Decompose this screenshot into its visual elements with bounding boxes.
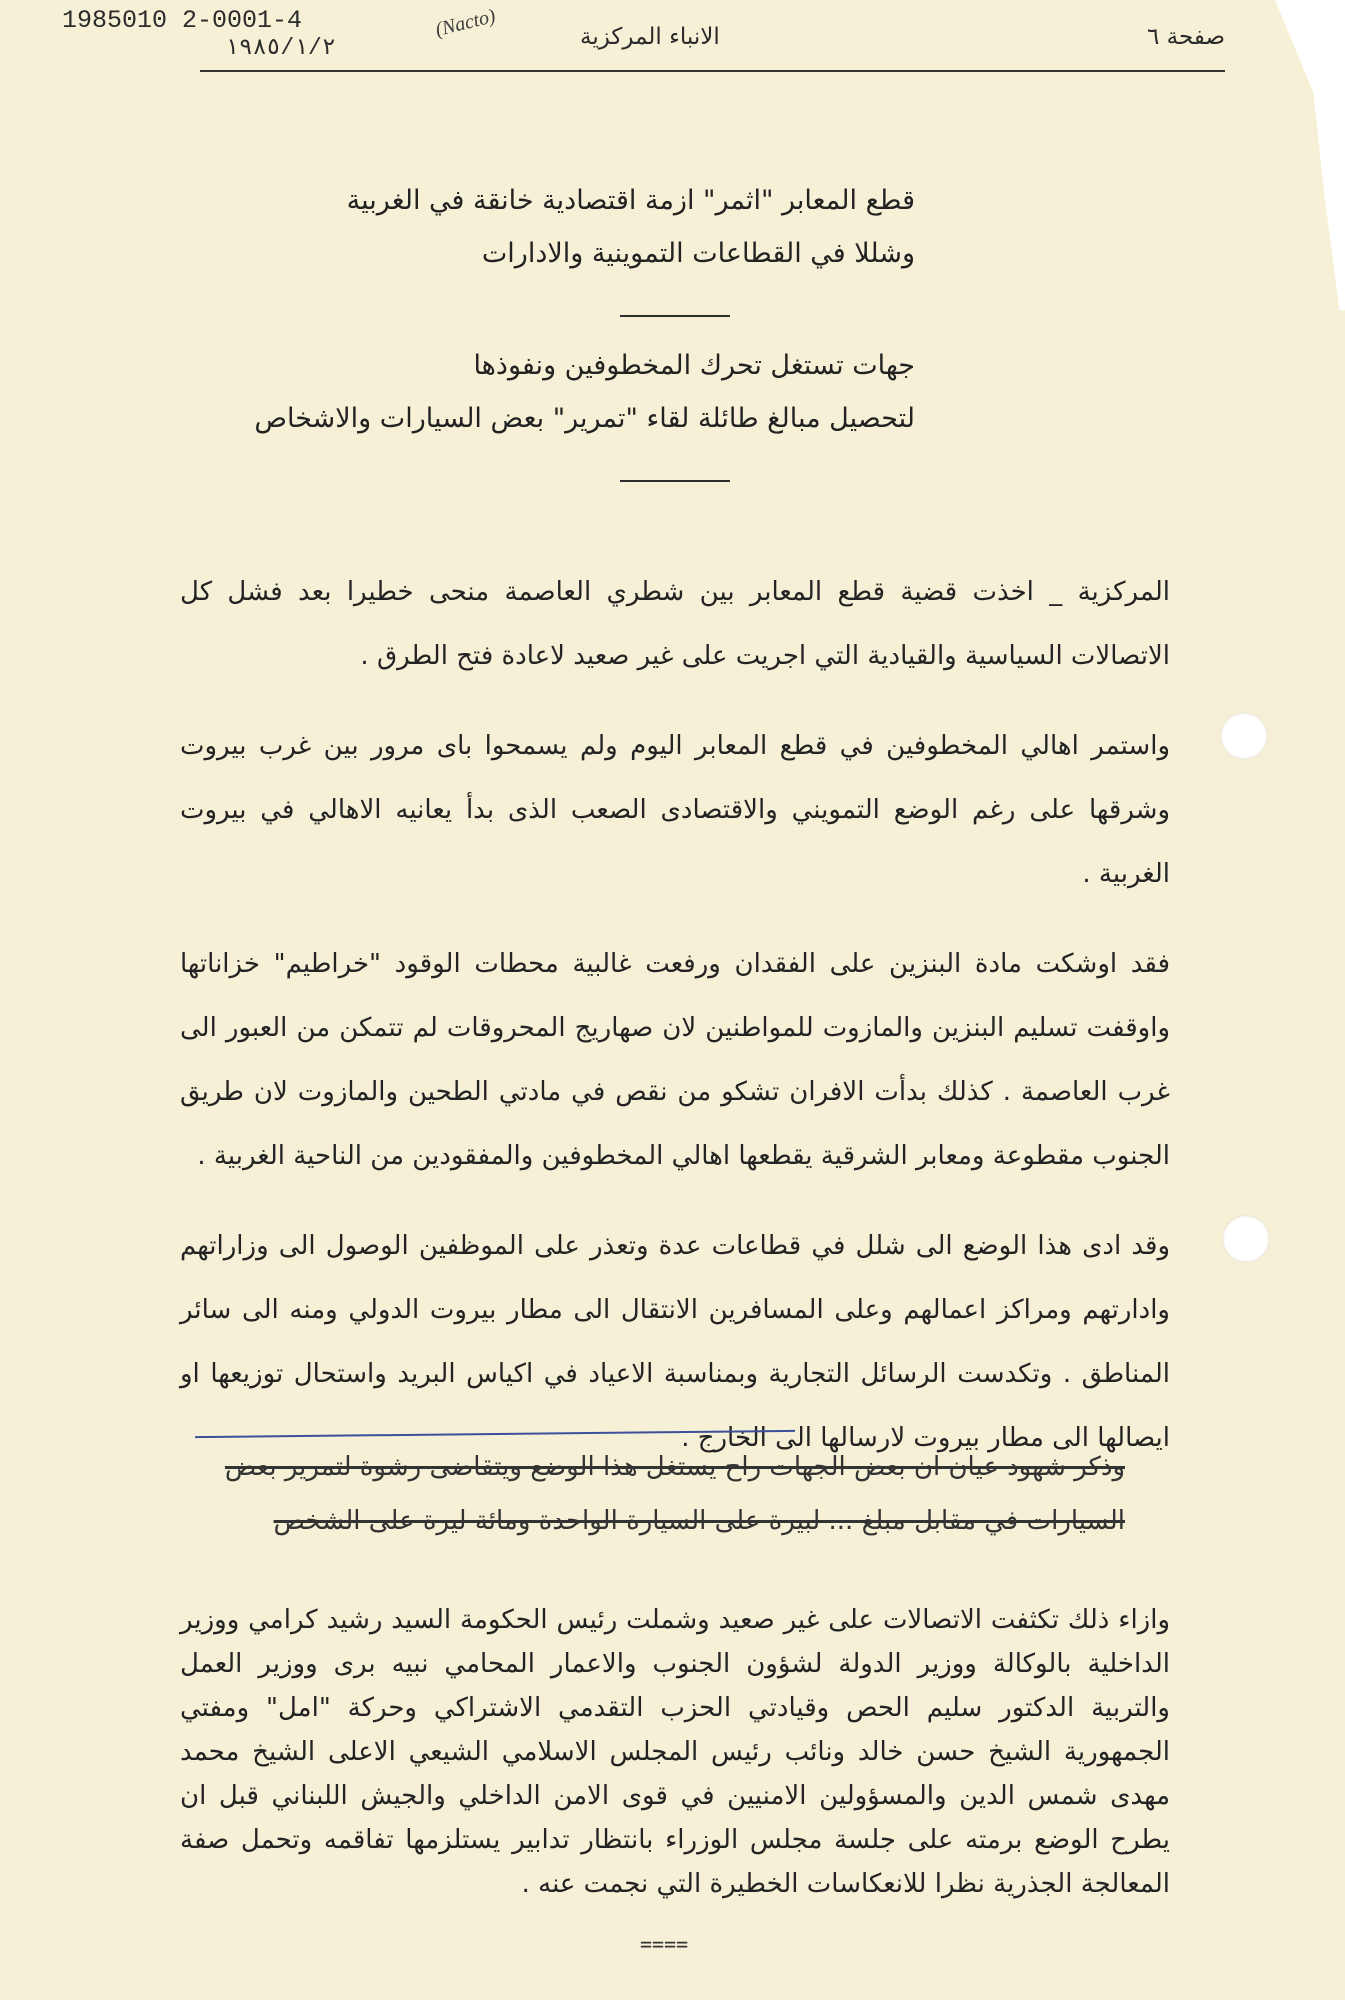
closing-mark: ==== bbox=[640, 1932, 689, 1956]
struck-paragraph bbox=[195, 1440, 1125, 1548]
paragraph-3: فقد اوشكت مادة البنزين على الفقدان ورفعت غالبية محطات الوقود "خراطيم" خزاناتها واوقفت تسليم البنزين والمازوت للمواطنين لان صهاريج المحروقات لم تتمكن من العبور الى غرب العاصمة . كذلك بدأت الافران تشكو من نقص في مادتي الطحين والمازوت لان طريق الجنوب مقطوعة ومعابر الشرقية يقطعها اهالي المخطوفين والمفقودين من الناحية الغربية . bbox=[180, 949, 1170, 1171]
headline-3: جهات تستغل تحرك المخطوفين ونفوذها bbox=[473, 350, 915, 381]
punch-hole-top bbox=[1220, 712, 1268, 760]
paragraph-1: المركزية _ اخذت قضية قطع المعابر بين شطري العاصمة منحى خطيرا بعد فشل كل الاتصالات السياسية والقيادية التي اجريت على غير صعيد لاعادة فتح الطرق . bbox=[180, 577, 1170, 671]
header-source: الانباء المركزية bbox=[580, 24, 720, 50]
headline-4: لتحصيل مبالغ طائلة لقاء "تمرير" بعض السيارات والاشخاص bbox=[254, 403, 915, 434]
struck-text: وذكر شهود عيان ان بعض الجهات راح يستغل هذا الوضع ويتقاضى رشوة لتمرير بعض السيارات في مقابل مبلغ ... لبيرة على السيارة الواحدة ومائة ليرة على الشخص bbox=[224, 1452, 1125, 1536]
paragraph-4: وقد ادى هذا الوضع الى شلل في قطاعات عدة وتعذر على الموظفين الوصول الى وزاراتهم وادارتهم ومراكز اعمالهم وعلى المسافرين الانتقال الى مطار بيروت الدولي ومنه الى سائر المناطق . وتكدست الرسائل التجارية وبمناسبة الاعياد في اكياس البريد واستحال توزيعها او ايصالها الى مطار بيروت لارسالها الى الخارج . bbox=[180, 1231, 1170, 1453]
headline-divider-1 bbox=[620, 315, 730, 317]
torn-corner bbox=[1275, 0, 1345, 310]
headline-divider-2 bbox=[620, 480, 730, 482]
headline-1: قطع المعابر "اثمر" ازمة اقتصادية خانقة في الغربية bbox=[346, 185, 915, 216]
archive-code: 1985010 2-0001-4 bbox=[62, 6, 303, 35]
header-page-number: صفحة ٦ bbox=[1146, 24, 1225, 50]
article-body bbox=[180, 560, 1170, 1470]
punch-hole-bottom bbox=[1222, 1215, 1270, 1263]
headline-2: وشللا في القطاعات التموينية والادارات bbox=[481, 238, 915, 269]
archive-date: ١٩٨٥/١/٢ bbox=[225, 35, 336, 61]
paragraph-5: وازاء ذلك تكثفت الاتصالات على غير صعيد وشملت رئيس الحكومة السيد رشيد كرامي ووزير الداخلية بالوكالة ووزير الدولة لشؤون الجنوب والاعمار المحامي نبيه برى ووزير العمل والتربية الدكتور سليم الحص وقيادتي الحزب التقدمي الاشتراكي وحركة "امل" ومفتي الجمهورية الشيخ حسن خالد ونائب رئيس المجلس الاسلامي الشيعي الاعلى الشيخ محمد مهدى شمس الدين والمسؤولين الامنيين في قوى الامن الداخلي والجيش اللبناني قبل ان يطرح الوضع برمته على جلسة مجلس الوزراء بانتظار تدابير يستلزمها تفاقمه وتحمل صفة المعالجة الجذرية نظرا للانعكاسات الخطيرة التي نجمت عنه . bbox=[180, 1605, 1170, 1899]
header-rule bbox=[200, 70, 1225, 72]
paragraph-2: واستمر اهالي المخطوفين في قطع المعابر اليوم ولم يسمحوا باى مرور بين غرب بيروت وشرقها على رغم الوضع التمويني والاقتصادى الصعب الذى بدأ يعانيه الاهالي في بيروت الغربية . bbox=[180, 731, 1170, 889]
article-body-continued bbox=[180, 1598, 1170, 1906]
handwritten-note: (Nacto) bbox=[433, 4, 498, 42]
